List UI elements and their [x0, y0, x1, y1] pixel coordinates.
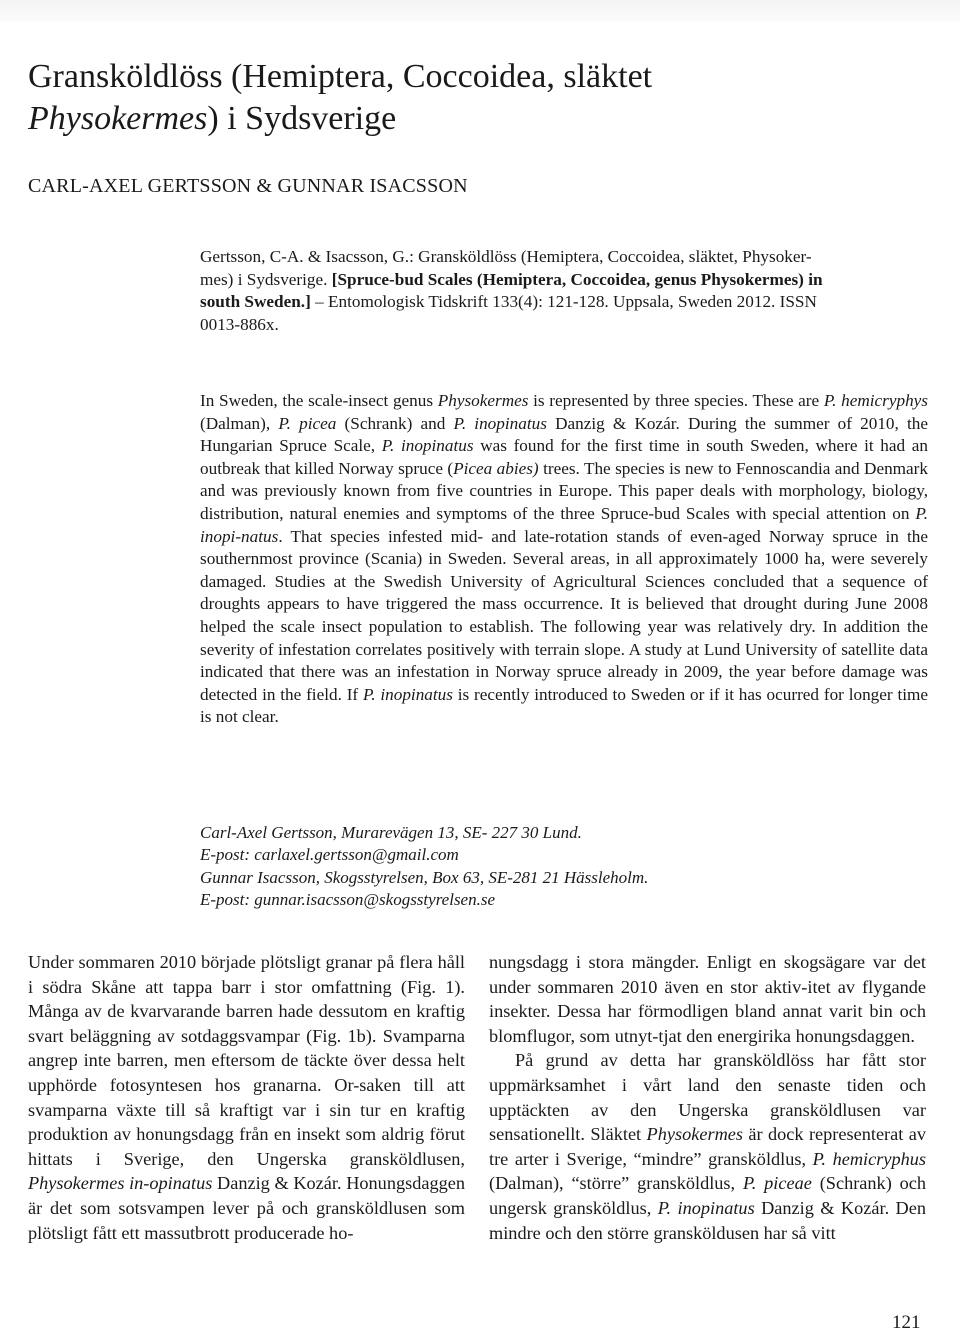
abstract	[200, 390, 928, 729]
citation-issn: 0013-886x.	[200, 314, 279, 334]
address-isacsson: Gunnar Isacsson, Skogsstyrelsen, Box 63, SE-281 21 Hässleholm.	[200, 867, 649, 887]
species-name: P. hemicryphus	[812, 1148, 926, 1169]
english-title-part1: [Spruce-bud Scales (Hemiptera, Coccoidea, genus Physokermes) in	[331, 269, 823, 289]
page-top-shade	[0, 0, 960, 22]
title-line2-rest: ) i Sydsverige	[207, 100, 397, 137]
abstract-italic: P. inopinatus	[362, 684, 453, 704]
email-isacsson: E-post: gunnar.isacsson@skogsstyrelsen.se	[200, 890, 496, 910]
citation-line1: Gertsson, C-A. & Isacsson, G.: Gransköldlöss (Hemiptera, Coccoidea, släktet, Physoker-	[200, 247, 812, 266]
body-text: På grund av detta har gransköldlöss har fått stor uppmärksamhet i vårt land den senaste tiden och upptäckten av den Ungerska gransköldlusen var sensationellt. Släktet	[489, 1050, 926, 1145]
english-title-part2: south Sweden.]	[200, 292, 311, 312]
body-paragraph: nungsdagg i stora mängder. Enligt en skogsägare var det under sommaren 2010 även en stor aktiv-itet av flygande insekter. Dessa har förmodligen bland annat varit bin och blomflugor, som utnyt-tjat den energirika honungsdaggen.	[489, 952, 926, 1046]
address-gertsson: Carl-Axel Gertsson, Murarevägen 13, SE- 227 30 Lund.	[200, 823, 582, 842]
body-text: Under sommaren 2010 började plötsligt granar på flera håll i södra Skåne att tappa barr i stor omfattning (Fig. 1). Många av de kvarvarande barren hade dessutom en kraftig svart beläggning av sotdaggsvampar (Fig. 1b). Svamparna angrep inte barren, men eftersom de täckte över dessa helt upphörde fotosyntesen hos granarna. Or-saken till att svamparna växte till så kraftigt var i sin tur en kraftig produktion av honungsdagg från en insekt som aldrig förut hittats i Sverige, den Ungerska gransköldlusen,	[28, 952, 465, 1169]
body-text: Danzig & Kozár. Honungsdaggen är det som sotsvampen lever på och gransköldlusen som plötsligt fått ett massutbrott producerade ho-	[28, 1173, 465, 1243]
genus-name: Physokermes	[646, 1124, 743, 1145]
abstract-italic: P. inopi-natus	[200, 503, 928, 546]
citation-block	[200, 246, 928, 336]
species-name: P. inopinatus	[657, 1197, 755, 1218]
abstract-italic: Physokermes	[437, 391, 529, 410]
abstract-italic: P. inopinatus	[381, 436, 474, 456]
abstract-text: (Schrank) and	[336, 413, 454, 433]
abstract-italic: P. picea	[278, 413, 337, 433]
email-gertsson: E-post: carlaxel.gertsson@gmail.com	[200, 845, 459, 865]
title-line1: Gransköldlöss (Hemiptera, Coccoidea, släktet	[28, 58, 653, 95]
body-column-right	[489, 950, 926, 1245]
abstract-italic: P. inopinatus	[453, 413, 547, 433]
abstract-italic: Picea abies)	[453, 458, 539, 478]
article-title	[28, 56, 928, 140]
citation-journal: – Entomologisk Tidskrift 133(4): 121-128. Uppsala, Sweden 2012. ISSN	[310, 292, 817, 312]
body-text: Danzig & Kozár. Den mindre och den större gransköldusen har så vitt	[489, 1197, 926, 1243]
abstract-text: was found for the first time in south Sweden, where it had an outbreak that killed Norway spruce (	[200, 436, 928, 478]
abstract-text: is recently introduced to Sweden or if it has ocurred for longer time is not clear.	[200, 684, 928, 727]
body-text: är dock representerat av tre arter i Sverige, “mindre” gransköldlus,	[489, 1124, 926, 1169]
body-text: (Dalman), “större” gransköldlus,	[489, 1173, 743, 1194]
species-name: Physokermes in-opinatus	[28, 1173, 213, 1194]
author-names: CARL-AXEL GERTSSON & GUNNAR ISACSSON	[28, 175, 468, 197]
abstract-italic: P. hemicryphys	[823, 391, 928, 410]
abstract-text: . That species infested mid- and late-rotation stands of even-aged Norway spruce in the southernmost province (Scania) in Sweden. Several areas, in all approximately 1000 ha, were severely damaged. Studies at the Swedish University of Agricultural Sciences concluded that a sequence of droughts appears to have triggered the mass occurrence. It is believed that drought during June 2008 helped the scale insect population to establish. The following year was relatively dry. In addition the severity of infestation correlates positively with terrain slope. A study at Lund University of satellite data indicated that there was an infestation in Norway spruce already in 2009, the year before damage was detected in the field. If	[200, 526, 928, 704]
abstract-text: Danzig & Kozár. During the summer of 2010, the Hungarian Spruce Scale,	[200, 413, 929, 456]
page-number: 121	[892, 1312, 921, 1333]
body-paragraph	[28, 950, 465, 1245]
title-genus: Physokermes	[28, 100, 208, 137]
abstract-text: (Dalman),	[200, 413, 279, 433]
author-addresses	[200, 822, 928, 912]
citation-line2: mes) i Sydsverige.	[200, 269, 332, 289]
abstract-text: is represented by three species. These are	[528, 391, 824, 410]
abstract-text: In Sweden, the scale-insect genus	[200, 391, 438, 410]
body-paragraph	[489, 1048, 926, 1245]
species-name: P. piceae	[742, 1173, 812, 1194]
body-text: (Schrank) och ungersk gransköldlus,	[489, 1173, 927, 1218]
abstract-text: trees. The species is new to Fennoscandia and Denmark and was previously known from five countries in Europe. This paper deals with morphology, biology, distribution, natural enemies and symptoms of the three Spruce-bud Scales with special attention on	[200, 458, 928, 523]
body-column-left	[28, 950, 465, 1245]
